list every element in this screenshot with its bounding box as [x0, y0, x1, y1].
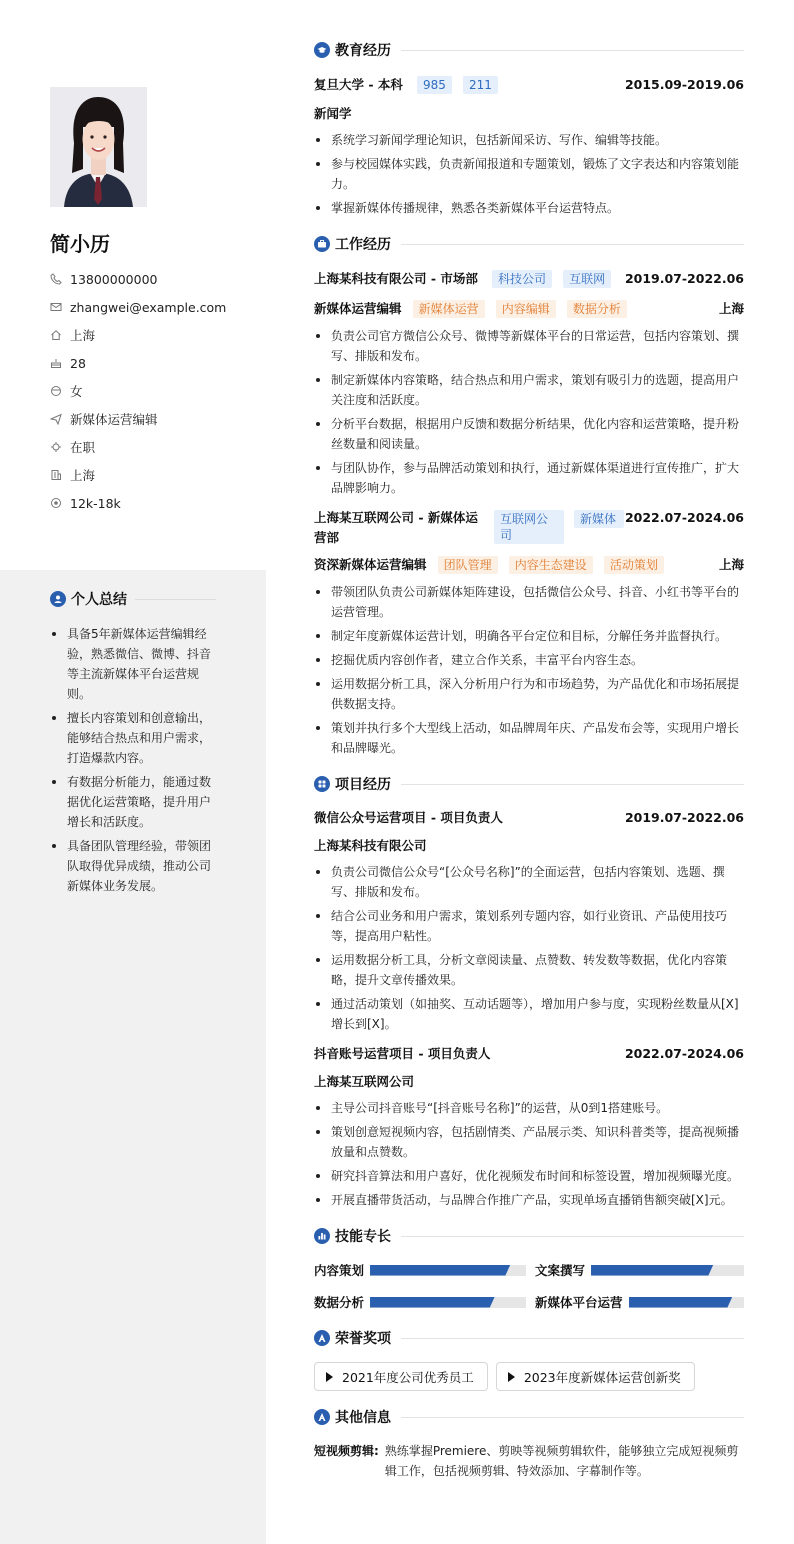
summary-divider — [135, 599, 216, 600]
skills-grid — [314, 1260, 744, 1312]
info-phone — [50, 265, 226, 293]
summary-title: 个人总结 — [71, 592, 127, 608]
cake-icon — [50, 357, 62, 369]
skill-track — [591, 1265, 744, 1276]
grid-icon — [314, 776, 330, 792]
info-gender-value: 女 — [70, 384, 83, 399]
project-item: 结合公司业务和用户需求，策划系列专题内容，如行业资讯、产品使用技巧等，提高用户粘性。 — [314, 906, 744, 946]
info-position-value: 新媒体运营编辑 — [70, 412, 158, 427]
job-date: 2019.07-2022.06 — [624, 270, 744, 286]
info-age — [50, 349, 226, 377]
company-tag: 新媒体 — [574, 510, 624, 528]
education-tag: 985 — [417, 76, 452, 94]
education-header — [314, 38, 744, 62]
other-title: 其他信息 — [335, 1410, 391, 1426]
job-city: 上海 — [718, 557, 744, 572]
skills-title: 技能专长 — [335, 1229, 391, 1245]
play-icon — [508, 1372, 515, 1382]
education-divider — [401, 50, 744, 51]
skills-header — [314, 1224, 744, 1248]
job-duty: 策划并执行多个大型线上活动，如品牌周年庆、产品发布会等，实现用户增长和品牌曝光。 — [314, 718, 744, 758]
work-header — [314, 232, 744, 256]
skill-fill — [370, 1297, 495, 1308]
skill-track — [370, 1265, 526, 1276]
project-item: 通过活动策划（如抽奖、互动话题等），增加用户参与度，实现粉丝数量从[X]增长到[X]。 — [314, 994, 744, 1034]
other-divider — [401, 1417, 744, 1418]
summary-header — [50, 588, 216, 610]
info-salary-value: 12k-18k — [70, 495, 121, 511]
award-label: 2023年度新媒体运营创新奖 — [523, 1369, 681, 1385]
project-list — [314, 862, 744, 1034]
info-status-value: 在职 — [70, 440, 96, 455]
info-icon — [314, 1409, 330, 1425]
skill-name: 数据分析 — [314, 1295, 365, 1310]
education-list — [314, 130, 744, 218]
main-content — [314, 38, 744, 1481]
profile-info-list — [50, 265, 226, 517]
project-name: 微信公众号运营项目 - 项目负责人 — [314, 810, 503, 825]
awards-title: 荣誉奖项 — [335, 1331, 391, 1347]
info-age-value: 28 — [70, 355, 86, 371]
projects-header — [314, 772, 744, 796]
send-icon — [50, 413, 62, 425]
education-title: 教育经历 — [335, 43, 391, 59]
project-item: 运用数据分析工具，分析文章阅读量、点赞数、转发数等数据，优化内容策略，提升文章传播效果。 — [314, 950, 744, 990]
job-role: 新媒体运营编辑 — [314, 301, 402, 316]
info-phone-value: 13800000000 — [70, 271, 158, 287]
info-gender — [50, 377, 226, 405]
other-item — [314, 1441, 744, 1481]
education-item: 参与校园媒体实践，负责新闻报道和专题策划，锻炼了文字表达和内容策划能力。 — [314, 154, 744, 194]
skill-fill — [370, 1265, 510, 1276]
info-email-value: zhangwei@example.com — [70, 299, 227, 315]
company-tag: 互联网 — [563, 270, 611, 288]
info-city — [50, 461, 226, 489]
project-name: 抖音账号运营项目 - 项目负责人 — [314, 1046, 491, 1061]
job-row — [314, 508, 744, 548]
project-item: 策划创意短视频内容，包括剧情类、产品展示类、知识科普类等，提高视频播放量和点赞数。 — [314, 1122, 744, 1162]
other-header — [314, 1405, 744, 1429]
job-duty: 制定年度新媒体运营计划，明确各平台定位和目标，分解任务并监督执行。 — [314, 626, 744, 646]
awards-list — [314, 1362, 744, 1391]
projects-divider — [401, 784, 744, 785]
education-tag: 211 — [463, 76, 498, 94]
awards-header — [314, 1326, 744, 1350]
job-role: 资深新媒体运营编辑 — [314, 557, 427, 572]
info-status — [50, 433, 226, 461]
award-label: 2021年度公司优秀员工 — [342, 1369, 474, 1385]
play-icon — [326, 1372, 333, 1382]
project-org: 上海某科技有限公司 — [314, 838, 427, 853]
gender-icon — [50, 385, 62, 397]
education-date: 2015.09-2019.06 — [624, 76, 744, 92]
job-role-row — [314, 554, 744, 574]
job-company: 上海某互联网公司 - 新媒体运营部 — [314, 510, 478, 545]
projects-title: 项目经历 — [335, 777, 391, 793]
role-tag: 团队管理 — [438, 556, 498, 574]
skill-track — [370, 1297, 526, 1308]
briefcase-icon — [314, 236, 330, 252]
job-duty: 制定新媒体内容策略，结合热点和用户需求，策划有吸引力的选题，提高用户关注度和活跃度。 — [314, 370, 744, 410]
job-duty: 运用数据分析工具，深入分析用户行为和市场趋势，为产品优化和市场拓展提供数据支持。 — [314, 674, 744, 714]
job-duty: 带领团队负责公司新媒体矩阵建设，包括微信公众号、抖音、小红书等平台的运营管理。 — [314, 582, 744, 622]
info-position — [50, 405, 226, 433]
award-icon — [314, 1330, 330, 1346]
job-duty-list — [314, 326, 744, 498]
education-section — [314, 38, 744, 218]
job-city: 上海 — [718, 301, 744, 316]
education-item: 系统学习新闻学理论知识，包括新闻采访、写作、编辑等技能。 — [314, 130, 744, 150]
target-icon — [50, 497, 62, 509]
building-icon — [50, 469, 62, 481]
skill-fill — [591, 1265, 713, 1276]
role-tag: 新媒体运营 — [413, 300, 485, 318]
skills-divider — [401, 1236, 744, 1237]
work-divider — [401, 244, 744, 245]
project-item: 主导公司抖音账号“[抖音账号名称]”的运营，从0到1搭建账号。 — [314, 1098, 744, 1118]
summary-list — [50, 624, 216, 896]
project-item: 研究抖音算法和用户喜好，优化视频发布时间和标签设置，增加视频曝光度。 — [314, 1166, 744, 1186]
graduation-cap-icon — [314, 42, 330, 58]
info-city-value: 上海 — [70, 468, 96, 483]
work-title: 工作经历 — [335, 237, 391, 253]
status-icon — [50, 441, 62, 453]
projects-section — [314, 772, 744, 1210]
job-row — [314, 268, 744, 288]
summary-item: 擅长内容策划和创意输出，能够结合热点和用户需求，打造爆款内容。 — [50, 708, 216, 768]
skill-item — [535, 1260, 744, 1280]
profile-name: 简小历 — [50, 232, 110, 256]
company-tag: 互联网公司 — [494, 510, 564, 544]
skill-name: 内容策划 — [314, 1263, 365, 1278]
work-section — [314, 232, 744, 758]
home-icon — [50, 329, 62, 341]
job-company: 上海某科技有限公司 - 市场部 — [314, 271, 478, 286]
summary-item: 具备5年新媒体运营编辑经验，熟悉微信、微博、抖音等主流新媒体平台运营规则。 — [50, 624, 216, 704]
education-school: 复旦大学 - 本科 — [314, 77, 403, 92]
role-tag: 内容生态建设 — [509, 556, 593, 574]
other-section — [314, 1405, 744, 1481]
info-location — [50, 321, 226, 349]
project-row — [314, 1044, 744, 1062]
project-item: 负责公司微信公众号“[公众号名称]”的全面运营，包括内容策划、选题、撰写、排版和发布。 — [314, 862, 744, 902]
skill-name: 新媒体平台运营 — [535, 1295, 623, 1310]
skill-item — [314, 1260, 526, 1280]
education-item: 掌握新媒体传播规律，熟悉各类新媒体平台运营特点。 — [314, 198, 744, 218]
company-tag: 科技公司 — [492, 270, 552, 288]
job-date: 2022.07-2024.06 — [624, 510, 744, 525]
project-row — [314, 808, 744, 826]
skills-section — [314, 1224, 744, 1312]
award-item — [496, 1362, 695, 1391]
project-org: 上海某互联网公司 — [314, 1074, 415, 1089]
job-duty: 挖掘优质内容创作者，建立合作关系，丰富平台内容生态。 — [314, 650, 744, 670]
skill-item — [314, 1292, 526, 1312]
project-list — [314, 1098, 744, 1210]
phone-icon — [50, 273, 62, 285]
skill-name: 文案撰写 — [535, 1263, 586, 1278]
project-date: 2022.07-2024.06 — [624, 1045, 744, 1061]
info-location-value: 上海 — [70, 328, 96, 343]
skill-track — [629, 1297, 744, 1308]
role-tag: 活动策划 — [604, 556, 664, 574]
project-date: 2019.07-2022.06 — [624, 809, 744, 825]
awards-divider — [401, 1338, 744, 1339]
role-tag: 数据分析 — [567, 300, 627, 318]
education-row — [314, 74, 744, 94]
info-email — [50, 293, 226, 321]
mail-icon — [50, 301, 62, 313]
job-duty: 与团队协作，参与品牌活动策划和执行，通过新媒体渠道进行宣传推广，扩大品牌影响力。 — [314, 458, 744, 498]
profile-photo — [50, 87, 147, 207]
job-duty: 分析平台数据，根据用户反馈和数据分析结果，优化内容和运营策略，提升粉丝数量和阅读量。 — [314, 414, 744, 454]
job-duty: 负责公司官方微信公众号、微博等新媒体平台的日常运营，包括内容策划、撰写、排版和发布。 — [314, 326, 744, 366]
job-role-row — [314, 298, 744, 318]
award-item — [314, 1362, 488, 1391]
bar-chart-icon — [314, 1228, 330, 1244]
skill-item — [535, 1292, 744, 1312]
other-label: 短视频剪辑: — [314, 1444, 379, 1458]
skill-fill — [629, 1297, 733, 1308]
role-tag: 内容编辑 — [496, 300, 556, 318]
summary-item: 有数据分析能力，能通过数据优化运营策略，提升用户增长和活跃度。 — [50, 772, 216, 832]
info-salary — [50, 489, 226, 517]
other-text: 熟练掌握Premiere、剪映等视频剪辑软件，能够独立完成短视频剪辑工作，包括视频剪辑、特效添加、字幕制作等。 — [384, 1444, 739, 1478]
awards-section — [314, 1326, 744, 1391]
education-major: 新闻学 — [314, 106, 352, 121]
summary-item: 具备团队管理经验，带领团队取得优异成绩，推动公司新媒体业务发展。 — [50, 836, 216, 896]
project-item: 开展直播带货活动，与品牌合作推广产品，实现单场直播销售额突破[X]元。 — [314, 1190, 744, 1210]
job-duty-list — [314, 582, 744, 758]
user-icon — [50, 591, 66, 607]
summary-section — [50, 588, 216, 900]
